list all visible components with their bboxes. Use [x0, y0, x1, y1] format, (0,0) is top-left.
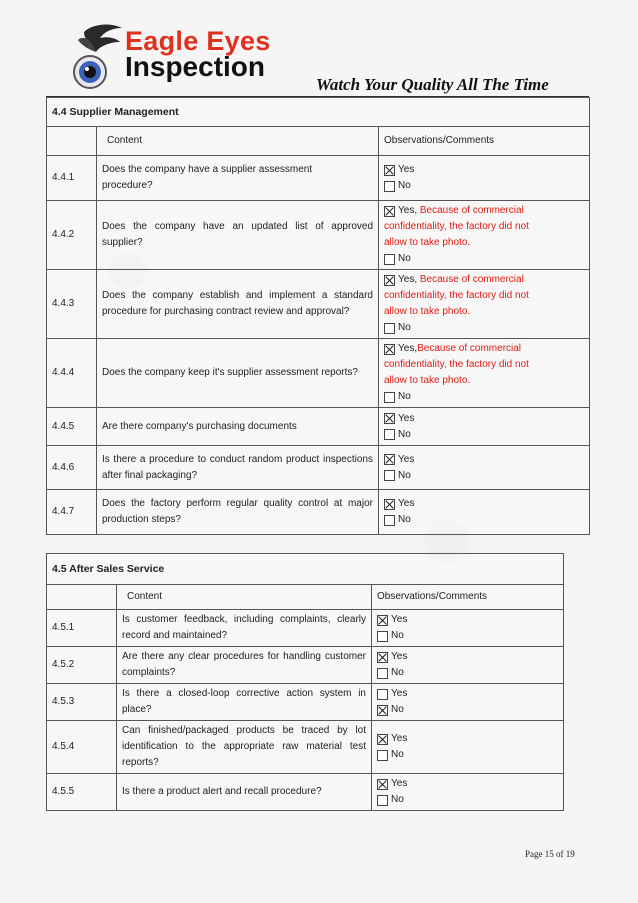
comment-period: . [467, 237, 471, 248]
checked-checkbox-icon[interactable] [377, 615, 388, 626]
checked-checkbox-icon[interactable] [377, 705, 388, 716]
comment-line [384, 235, 584, 251]
checked-checkbox-icon[interactable] [384, 165, 395, 176]
observation-cell [379, 408, 590, 446]
no-label: No [398, 391, 411, 402]
table-row [47, 408, 590, 446]
no-label: No [398, 180, 411, 191]
yes-option[interactable] [377, 612, 558, 628]
no-option[interactable] [377, 702, 558, 718]
no-option[interactable] [384, 468, 584, 484]
checked-checkbox-icon[interactable] [384, 344, 395, 355]
section-title-row [47, 98, 590, 127]
yes-option[interactable] [384, 341, 584, 357]
question-text: Does the company have an updated list of approved supplier? [97, 201, 379, 270]
checkbox-icon[interactable] [384, 254, 395, 265]
observation-cell [372, 647, 564, 684]
item-number: 4.4.6 [47, 446, 97, 490]
question-text: Are there company's purchasing documents [97, 408, 379, 446]
header-blank-cell [47, 585, 117, 610]
checkbox-icon[interactable] [384, 392, 395, 403]
no-option[interactable] [384, 512, 584, 528]
yes-option[interactable] [377, 649, 558, 665]
comment-text: Because of commercial [419, 274, 524, 285]
yes-option[interactable] [384, 162, 584, 178]
eagle-eye-logo-icon [70, 22, 130, 97]
checked-checkbox-icon[interactable] [384, 499, 395, 510]
no-option[interactable] [384, 389, 584, 405]
yes-label: Yes [398, 498, 415, 509]
yes-option[interactable] [384, 452, 584, 468]
observation-cell [372, 774, 564, 811]
checkbox-icon[interactable] [384, 429, 395, 440]
no-option[interactable] [384, 178, 584, 194]
yes-label: Yes [391, 688, 408, 699]
no-label: No [398, 469, 411, 481]
comment-text: allow to take photo. [384, 306, 471, 317]
yes-option[interactable] [384, 411, 584, 427]
item-number: 4.4.1 [47, 156, 97, 201]
checkbox-icon[interactable] [384, 515, 395, 526]
yes-label: Yes [398, 164, 415, 175]
checked-checkbox-icon[interactable] [377, 734, 388, 745]
table-row [47, 490, 590, 535]
item-number: 4.5.4 [47, 721, 117, 774]
no-option[interactable] [377, 665, 558, 681]
question-text [97, 156, 379, 201]
table-row [47, 684, 564, 721]
no-option[interactable] [377, 747, 558, 763]
header-observations: Observations/Comments [379, 127, 590, 156]
no-label: No [398, 428, 411, 440]
item-number: 4.5.1 [47, 610, 117, 647]
checked-checkbox-icon[interactable] [384, 454, 395, 465]
comment-text: confidentiality, the factory did not [384, 290, 529, 301]
after-sales-service-table [46, 553, 564, 811]
comment-text: confidentiality, the factory did not [384, 221, 529, 232]
comment-text: Because of commercial [417, 343, 522, 354]
logo-text-inspection: Inspection [125, 51, 266, 82]
checked-checkbox-icon[interactable] [384, 413, 395, 424]
item-number: 4.5.2 [47, 647, 117, 684]
supplier-management-table [46, 97, 590, 535]
checkbox-icon[interactable] [384, 470, 395, 481]
observation-cell [379, 201, 590, 270]
no-label: No [391, 630, 404, 641]
checkbox-icon[interactable] [377, 795, 388, 806]
item-number: 4.4.2 [47, 201, 97, 270]
table-row [47, 610, 564, 647]
checked-checkbox-icon[interactable] [377, 652, 388, 663]
page-number: Page 15 of 19 [525, 849, 575, 859]
yes-label: Yes, [398, 205, 418, 216]
checked-checkbox-icon[interactable] [384, 206, 395, 217]
section-title: 4.4 Supplier Management [47, 98, 590, 127]
table-row [47, 270, 590, 339]
item-number: 4.5.5 [47, 774, 117, 811]
logo-text-eagle-eyes: Eagle Eyes [125, 26, 271, 56]
comment-text: Because of commercial [419, 205, 524, 216]
observation-cell [372, 610, 564, 647]
table-row [47, 201, 590, 270]
no-label: No [391, 794, 404, 805]
observation-cell [379, 270, 590, 339]
yes-label: Yes [391, 651, 408, 662]
yes-label: Yes [391, 778, 408, 789]
table-row [47, 446, 590, 490]
observation-cell [372, 684, 564, 721]
header-content: Content [97, 127, 379, 156]
yes-option[interactable] [384, 272, 584, 288]
yes-option[interactable] [377, 731, 558, 747]
observation-cell [379, 446, 590, 490]
item-number: 4.4.5 [47, 408, 97, 446]
no-label: No [398, 253, 411, 264]
yes-label: Yes [398, 412, 415, 424]
header-observations: Observations/Comments [372, 585, 564, 610]
item-number: 4.5.3 [47, 684, 117, 721]
checkbox-icon[interactable] [377, 750, 388, 761]
tagline: Watch Your Quality All The Time [316, 75, 549, 94]
table-row [47, 339, 590, 408]
table-row [47, 647, 564, 684]
checkbox-icon[interactable] [384, 181, 395, 192]
question-text: Is there a procedure to conduct random product inspections after final packaging? [97, 446, 379, 490]
no-option[interactable] [384, 427, 584, 443]
question-text: Is there a closed-loop corrective action system in place? [117, 684, 372, 721]
no-label: No [391, 704, 404, 715]
no-label: No [398, 322, 411, 333]
table-row [47, 721, 564, 774]
question-line: procedure? [102, 180, 153, 191]
checked-checkbox-icon[interactable] [384, 275, 395, 286]
yes-option[interactable] [377, 686, 558, 702]
no-label: No [391, 749, 404, 760]
observation-cell [372, 721, 564, 774]
comment-text: allow to take photo. [384, 375, 471, 386]
question-text: Is customer feedback, including complaints, clearly record and maintained? [117, 610, 372, 647]
observation-cell [379, 339, 590, 408]
no-option[interactable] [377, 792, 558, 808]
section-title: 4.5 After Sales Service [47, 554, 564, 585]
no-option[interactable] [377, 628, 558, 644]
table-row [47, 774, 564, 811]
no-label: No [391, 667, 404, 678]
checkbox-icon[interactable] [377, 631, 388, 642]
no-option[interactable] [384, 251, 584, 267]
company-logo [70, 22, 285, 97]
yes-option[interactable] [377, 776, 558, 792]
question-line: Does the company have a supplier assessment [102, 164, 313, 175]
no-label: No [398, 514, 411, 525]
question-text: Does the company establish and implement a standard procedure for purchasing contract review and approval? [97, 270, 379, 339]
yes-label: Yes, [398, 274, 418, 285]
observation-cell [379, 490, 590, 535]
checkbox-icon[interactable] [377, 668, 388, 679]
comment-text: allow to take photo [384, 237, 468, 248]
section-title-row [47, 554, 564, 585]
item-number: 4.4.4 [47, 339, 97, 408]
no-option[interactable] [384, 320, 584, 336]
yes-label: Yes [391, 614, 408, 625]
table-header-row [47, 127, 590, 156]
yes-option[interactable] [384, 496, 584, 512]
yes-option[interactable] [384, 203, 584, 219]
header-content: Content [117, 585, 372, 610]
question-text: Does the company keep it's supplier assessment reports? [97, 339, 379, 408]
question-text: Is there a product alert and recall procedure? [117, 774, 372, 811]
table-header-row [47, 585, 564, 610]
yes-label: Yes [391, 733, 408, 744]
table-row [47, 156, 590, 201]
question-text: Are there any clear procedures for handling customer complaints? [117, 647, 372, 684]
question-text: Does the factory perform regular quality control at major production steps? [97, 490, 379, 535]
yes-label: Yes, [398, 343, 418, 354]
comment-text: confidentiality, the factory did not [384, 359, 529, 370]
checkbox-icon[interactable] [377, 689, 388, 700]
checkbox-icon[interactable] [384, 323, 395, 334]
item-number: 4.4.7 [47, 490, 97, 535]
item-number: 4.4.3 [47, 270, 97, 339]
header-blank-cell [47, 127, 97, 156]
checked-checkbox-icon[interactable] [377, 779, 388, 790]
question-text: Can finished/packaged products be traced by lot identification to the appropriate raw material test reports? [117, 721, 372, 774]
observation-cell [379, 156, 590, 201]
yes-label: Yes [398, 453, 415, 465]
